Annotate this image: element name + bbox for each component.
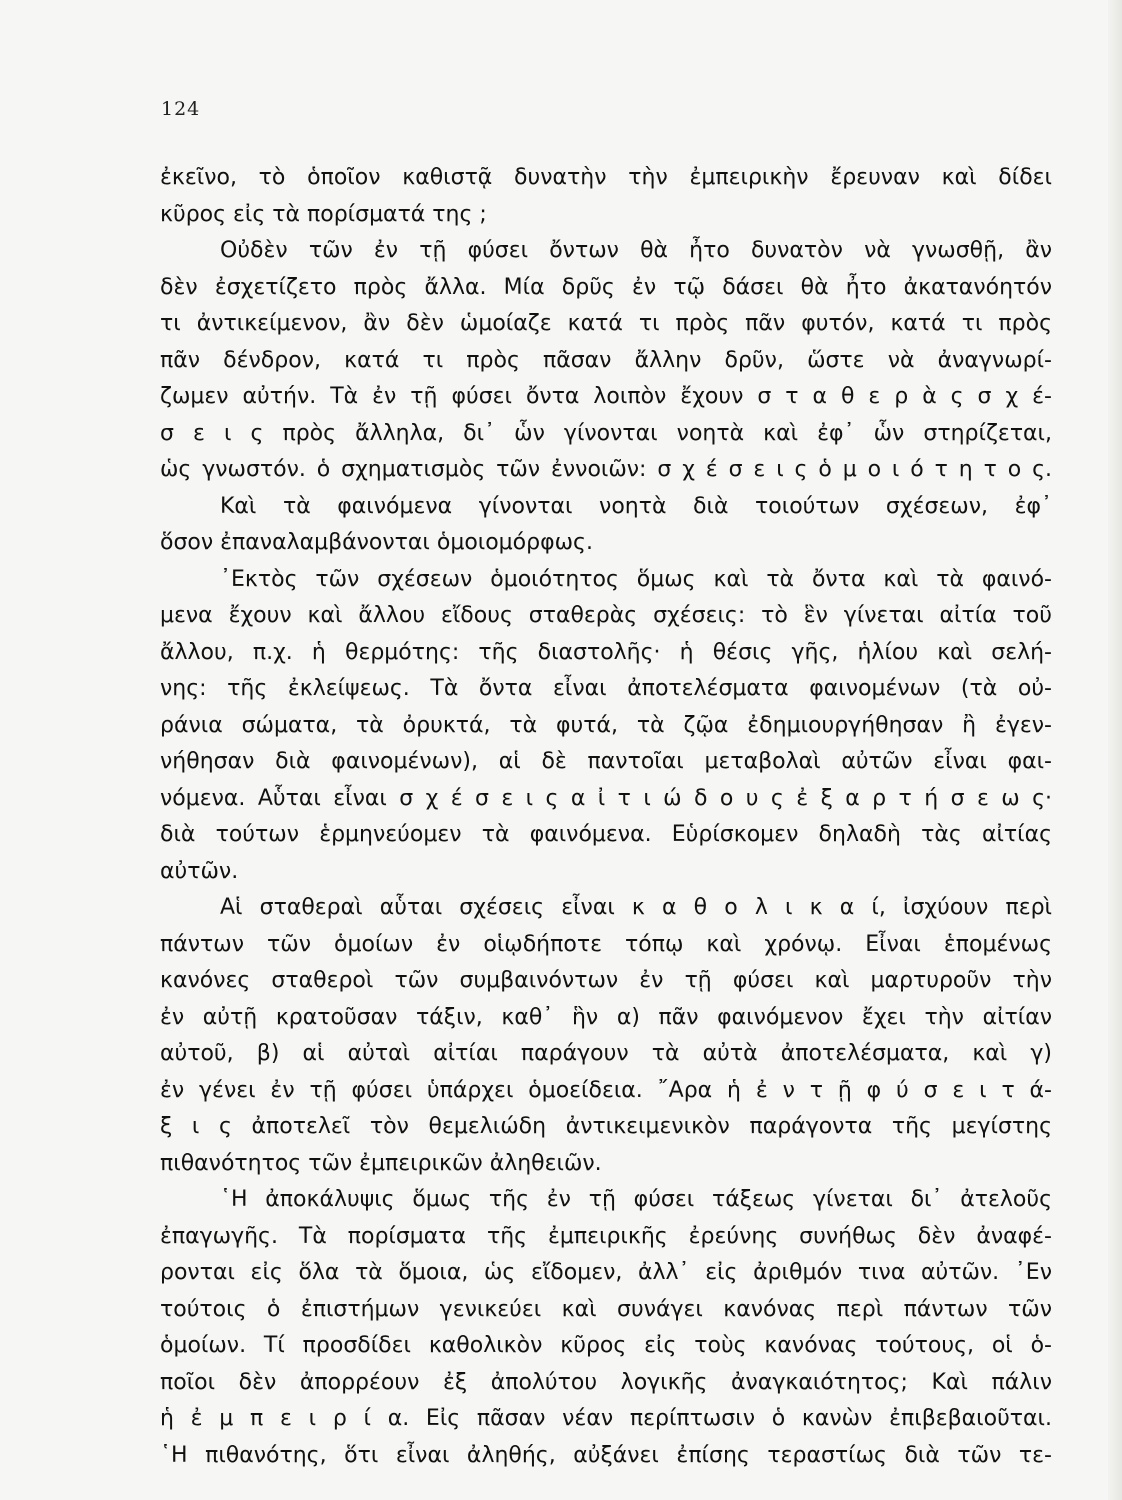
- text-line: ζωμεν αὐτήν. Τὰ ἐν τῇ φύσει ὄντα λοιπὸν ἔχουν σ τ α θ ε ρ ὰ ς σ χ έ-: [160, 384, 1052, 409]
- text-line: ποῖοι δὲν ἀπορρέουν ἐξ ἀπολύτου λογικῆς ἀναγκαιότητος; Καὶ πάλιν: [160, 1369, 1052, 1395]
- text-line: ἐν γένει ἐν τῇ φύσει ὑπάρχει ὁμοείδεια. ῎Αρα ἡ ἐ ν τ ῇ φ ύ σ ε ι τ ά-: [160, 1077, 1052, 1103]
- text-line: διὰ τούτων ἑρμηνεύομεν τὰ φαινόμενα. Εὑρίσκομεν δηλαδὴ τὰς αἰτίας: [160, 822, 1052, 847]
- text-line: πάντων τῶν ὁμοίων ἐν οἱῳδήποτε τόπῳ καὶ χρόνῳ. Εἶναι ἑπομένως: [160, 931, 1052, 957]
- body-text: [160, 160, 1052, 1474]
- text-line: κῦρος εἰς τὰ πορίσματά της ;: [160, 201, 487, 227]
- text-line: τούτοις ὁ ἐπιστήμων γενικεύει καὶ συνάγει κανόνας περὶ πάντων τῶν: [160, 1296, 1052, 1322]
- text-line: δὲν ἐσχετίζετο πρὸς ἄλλα. Μία δρῦς ἐν τῷ δάσει θὰ ἦτο ἀκατανόητόν: [160, 274, 1052, 300]
- paragraph-start-line: Αἱ σταθεραὶ αὗται σχέσεις εἶναι κ α θ ο λ ι κ α ί, ἰσχύουν περὶ: [220, 895, 1052, 920]
- text-line: αὐτῶν.: [160, 858, 239, 884]
- paragraph-start-line: ᾽Εκτὸς τῶν σχέσεων ὁμοιότητος ὅμως καὶ τὰ ὄντα καὶ τὰ φαινό-: [220, 566, 1052, 592]
- page-edge-shadow: [1108, 0, 1122, 1500]
- text-line: ἐκεῖνο, τὸ ὁποῖον καθιστᾷ δυνατὴν τὴν ἐμπειρικὴν ἔρευναν καὶ δίδει: [160, 165, 1052, 190]
- page-number: 124: [161, 98, 201, 120]
- text-line: ὁμοίων. Τί προσδίδει καθολικὸν κῦρος εἰς τοὺς κανόνας τούτους, οἱ ὁ-: [160, 1333, 1052, 1358]
- text-line: ὡς γνωστόν. ὁ σχηματισμὸς τῶν ἐννοιῶν: σ χ έ σ ε ι ς ὁ μ ο ι ό τ η τ ο ς.: [160, 457, 1052, 482]
- text-line: ἄλλου, π.χ. ἡ θερμότης: τῆς διαστολῆς· ἡ θέσις γῆς, ἡλίου καὶ σελή-: [160, 639, 1052, 665]
- text-line: ξ ι ς ἀποτελεῖ τὸν θεμελιώδη ἀντικειμενικὸν παράγοντα τῆς μεγίστης: [160, 1114, 1052, 1139]
- text-line: πᾶν δένδρον, κατά τι πρὸς πᾶσαν ἄλλην δρῦν, ὥστε νὰ ἀναγνωρί-: [160, 347, 1052, 373]
- text-line: ῾Η πιθανότης, ὅτι εἶναι ἀληθής, αὐξάνει ἐπίσης τεραστίως διὰ τῶν τε-: [160, 1442, 1052, 1468]
- paragraph-start-line: Καὶ τὰ φαινόμενα γίνονται νοητὰ διὰ τοιούτων σχέσεων, ἐφ᾽: [220, 493, 1052, 519]
- paragraph-start-line: Οὐδὲν τῶν ἐν τῇ φύσει ὄντων θὰ ἦτο δυνατὸν νὰ γνωσθῇ, ἂν: [220, 238, 1052, 263]
- text-line: κανόνες σταθεροὶ τῶν συμβαινόντων ἐν τῇ φύσει καὶ μαρτυροῦν τὴν: [160, 968, 1052, 993]
- text-line: νήθησαν διὰ φαινομένων), αἱ δὲ παντοῖαι μεταβολαὶ αὐτῶν εἶναι φαι-: [160, 749, 1052, 774]
- text-line: ἡ ἐ μ π ε ι ρ ί α. Εἰς πᾶσαν νέαν περίπτωσιν ὁ κανὼν ἐπιβεβαιοῦται.: [160, 1406, 1052, 1431]
- text-line: ἐπαγωγῆς. Τὰ πορίσματα τῆς ἐμπειρικῆς ἐρεύνης συνήθως δὲν ἀναφέ-: [160, 1223, 1052, 1249]
- text-line: νόμενα. Αὗται εἶναι σ χ έ σ ε ι ς α ἰ τ ι ώ δ ο υ ς ἐ ξ α ρ τ ή σ ε ω ς·: [160, 785, 1052, 811]
- text-line: νης: τῆς ἐκλείψεως. Τὰ ὄντα εἶναι ἀποτελέσματα φαινομένων (τὰ οὐ-: [160, 676, 1052, 701]
- text-line: αὐτοῦ, β) αἱ αὐταὶ αἰτίαι παράγουν τὰ αὐτὰ ἀποτελέσματα, καὶ γ): [160, 1041, 1052, 1066]
- text-line: ρονται εἰς ὅλα τὰ ὅμοια, ὡς εἴδομεν, ἀλλ᾽ εἰς ἀριθμόν τινα αὐτῶν. ᾽Εν: [160, 1260, 1052, 1285]
- text-line: ράνια σώματα, τὰ ὀρυκτά, τὰ φυτά, τὰ ζῷα ἐδημιουργήθησαν ἢ ἐγεν-: [160, 712, 1052, 738]
- text-line: σ ε ι ς πρὸς ἄλληλα, δι᾽ ὧν γίνονται νοητὰ καὶ ἐφ᾽ ὧν στηρίζεται,: [160, 420, 1052, 446]
- text-line: πιθανότητος τῶν ἐμπειρικῶν ἀληθειῶν.: [160, 1150, 602, 1176]
- text-line: ἐν αὐτῇ κρατοῦσαν τάξιν, καθ᾽ ἣν α) πᾶν φαινόμενον ἔχει τὴν αἰτίαν: [160, 1004, 1052, 1030]
- text-line: τι ἀντικείμενον, ἂν δὲν ὡμοίαζε κατά τι πρὸς πᾶν φυτόν, κατά τι πρὸς: [160, 311, 1052, 336]
- text-line: ὅσον ἐπαναλαμβάνονται ὁμοιομόρφως.: [160, 530, 593, 555]
- paragraph-start-line: ῾Η ἀποκάλυψις ὅμως τῆς ἐν τῇ φύσει τάξεως γίνεται δι᾽ ἀτελοῦς: [220, 1187, 1052, 1212]
- text-line: μενα ἔχουν καὶ ἄλλου εἴδους σταθερὰς σχέσεις: τὸ ἓν γίνεται αἰτία τοῦ: [160, 603, 1052, 628]
